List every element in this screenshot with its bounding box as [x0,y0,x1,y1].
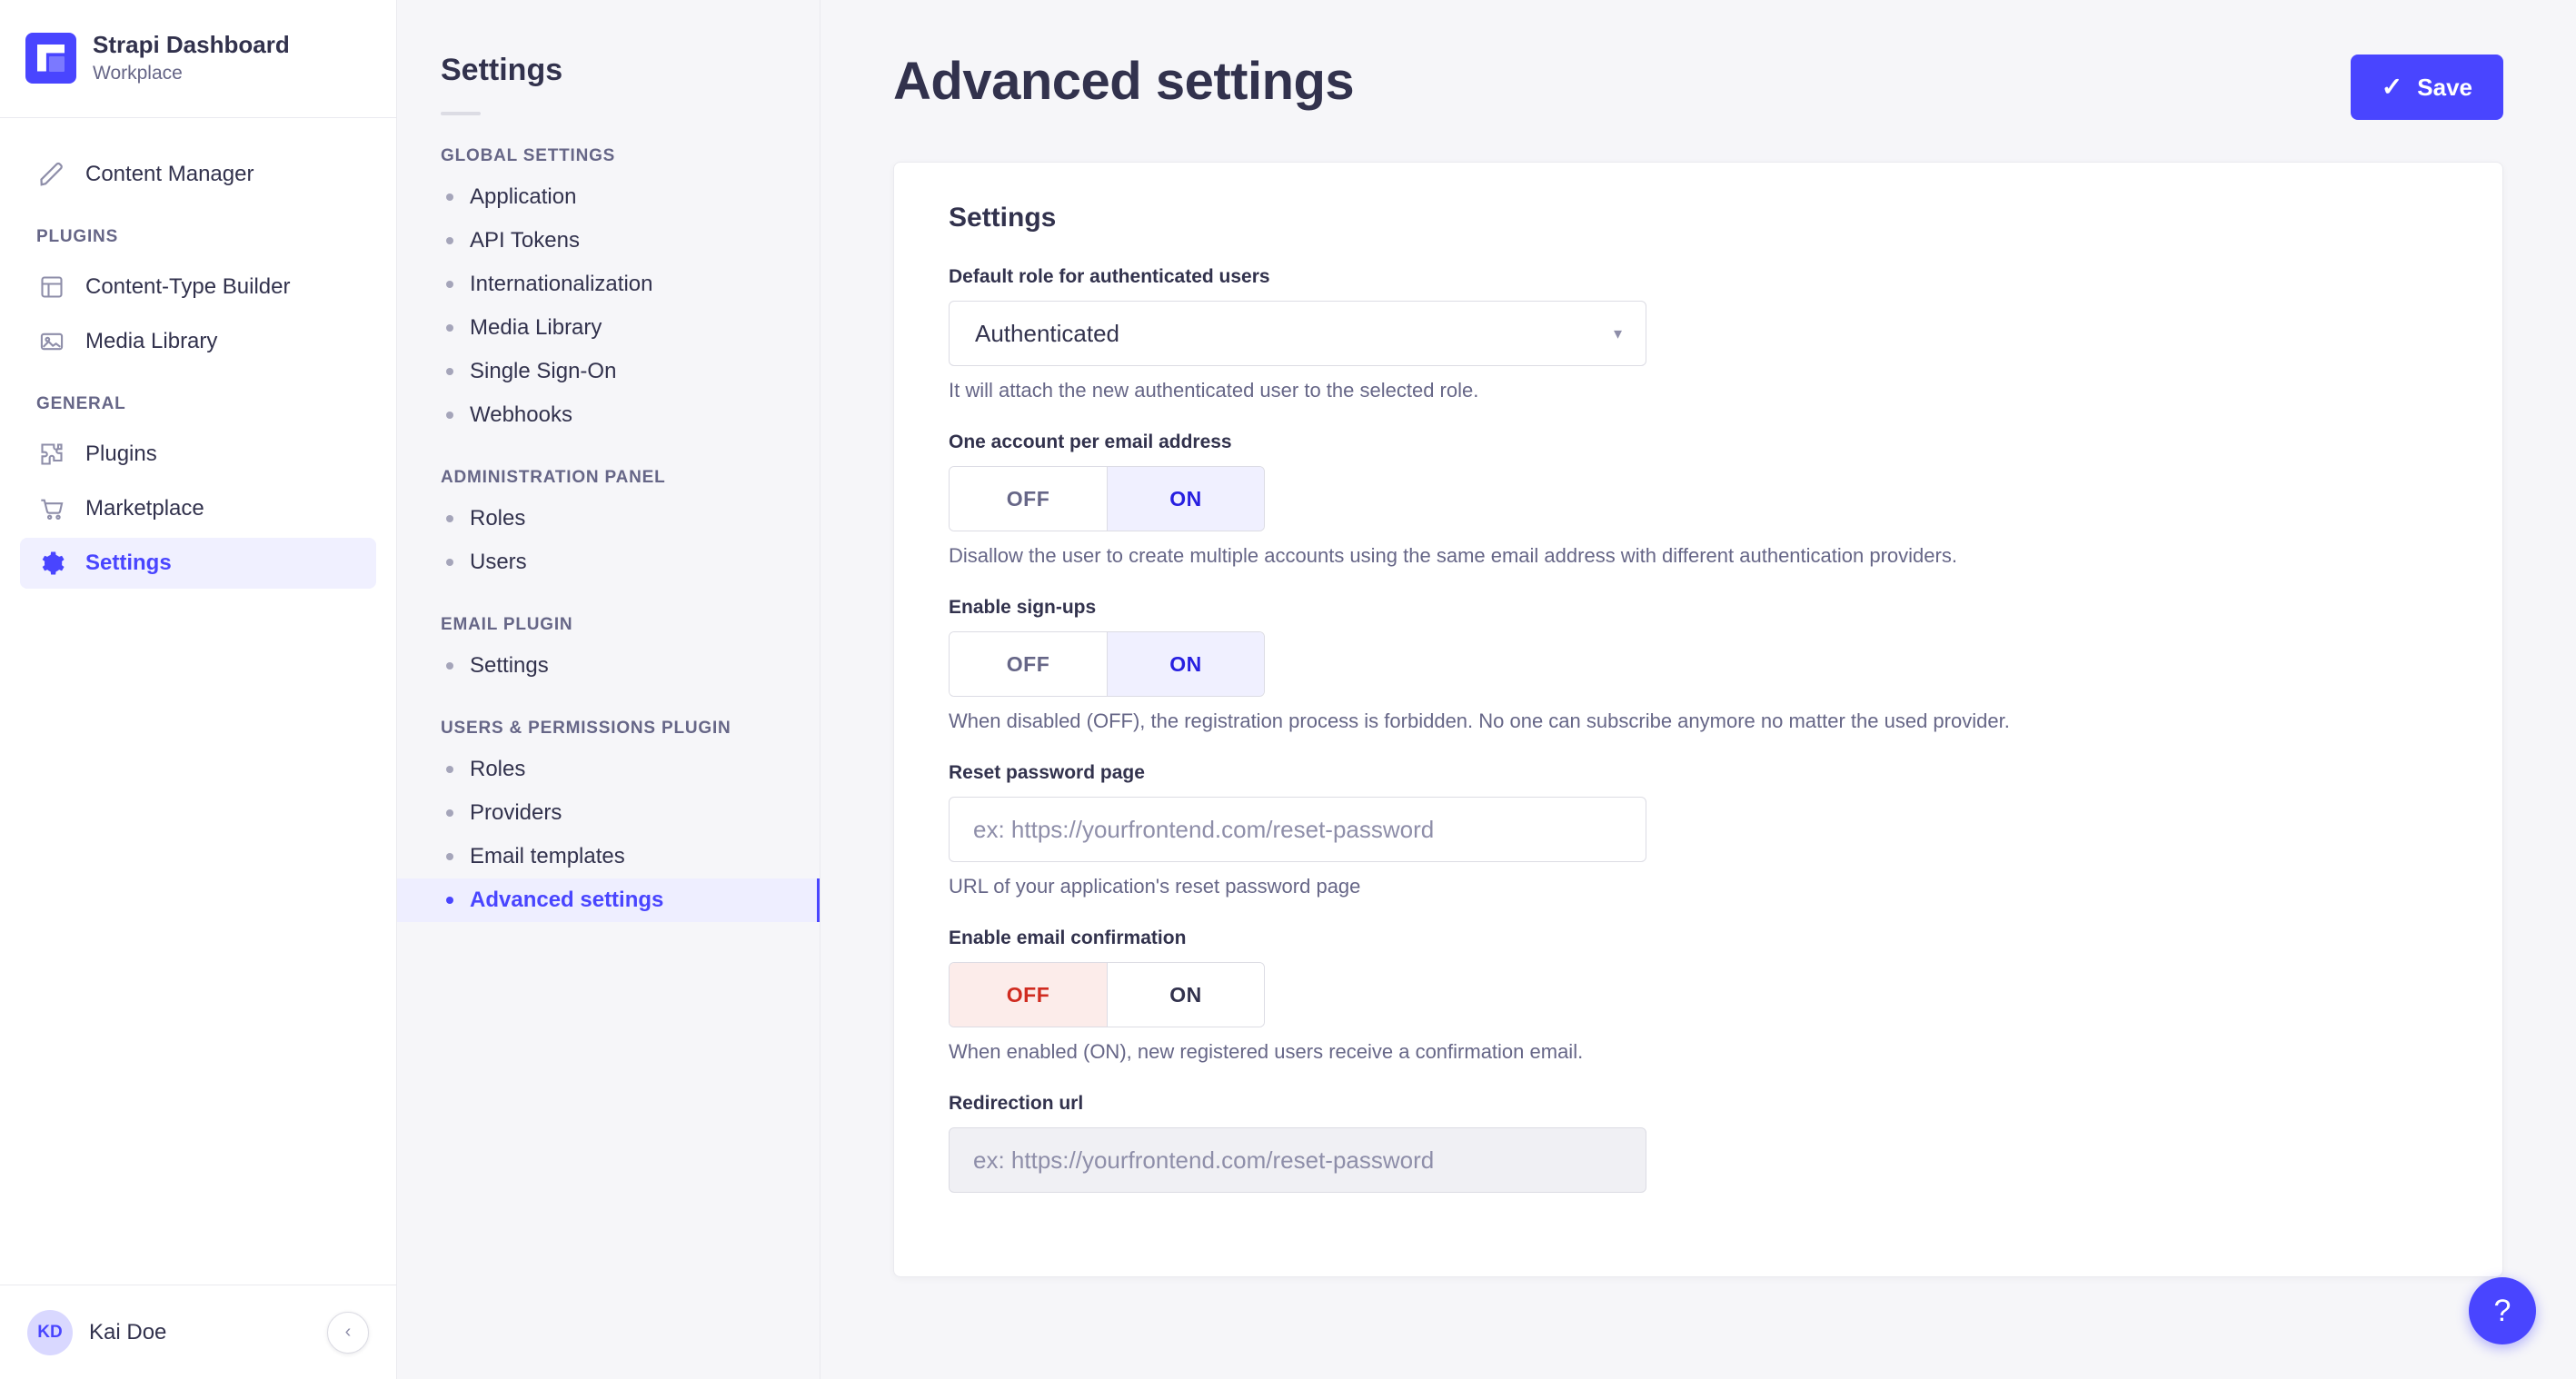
enable-signups-toggle[interactable] [949,631,1265,697]
subnav-item-media-library[interactable] [397,306,820,350]
subnav-item-email-templates[interactable] [397,835,820,878]
default-role-value: Authenticated [975,319,1120,347]
user-name: Kai Doe [89,1319,167,1344]
main-content [821,0,2576,1379]
subnav-item-admin-users[interactable] [397,541,820,584]
brand-text [93,30,290,86]
sidebar-item-label: Marketplace [85,496,204,521]
toggle-on-option[interactable]: ON [1107,467,1264,531]
chevron-down-icon: ▾ [1613,323,1622,342]
field-label: Reset password page [949,762,1145,783]
toggle-on-option[interactable]: ON [1107,632,1264,696]
bullet-icon [446,766,453,773]
bullet-icon [446,809,453,817]
subnav-item-label: Settings [470,653,549,678]
sidebar-item-marketplace[interactable] [20,483,376,534]
one-account-per-email-toggle[interactable] [949,466,1265,531]
subnav-item-label: Roles [470,757,526,781]
chevron-left-icon[interactable]: ‹ [327,1312,369,1354]
settings-panel [893,162,2503,1277]
subnav-group-administration-panel: ADMINISTRATION PANEL [441,468,666,487]
puzzle-icon [36,439,67,470]
toggle-on-option[interactable]: ON [1107,963,1264,1027]
field-label: Enable sign-ups [949,597,1097,618]
subnav-item-single-sign-on[interactable] [397,350,820,393]
subnav-item-email-settings[interactable] [397,644,820,688]
field-enable-email-confirmation [949,928,2448,1064]
field-label: Default role for authenticated users [949,266,1270,287]
subnav-group-global-settings: GLOBAL SETTINGS [441,146,616,165]
subnav-item-label: Providers [470,800,562,825]
image-icon [36,326,67,357]
subnav-group-users-permissions-plugin: USERS & PERMISSIONS PLUGIN [441,719,731,738]
sidebar-item-label: Plugins [85,441,157,466]
field-hint: When disabled (OFF), the registration process is forbidden. No one can subscribe anymore no matter the used provider. [949,709,2010,732]
field-hint: URL of your application's reset password page [949,875,1361,898]
page-header [821,0,2576,162]
sidebar-item-content-type-builder[interactable] [20,262,376,313]
bullet-icon [446,237,453,244]
subnav-item-admin-roles[interactable] [397,497,820,541]
bullet-icon [446,897,453,904]
gear-icon [36,548,67,579]
subnav-item-webhooks[interactable] [397,393,820,437]
user-bar [0,1285,396,1379]
default-role-select[interactable] [949,301,1646,366]
redirection-url-input[interactable] [949,1127,1646,1193]
subnav-item-providers[interactable] [397,791,820,835]
field-redirection-url [949,1093,2448,1193]
check-icon: ✓ [2381,73,2403,101]
subnav-item-up-roles[interactable] [397,748,820,791]
subnav-item-api-tokens[interactable] [397,219,820,263]
sidebar-nav [0,118,396,1285]
field-one-account-per-email [949,432,2448,568]
subnav-item-label: Webhooks [470,402,572,427]
question-mark-icon[interactable]: ? [2469,1277,2536,1344]
field-label: Enable email confirmation [949,928,1187,948]
sidebar-section-plugins: PLUGINS [36,227,119,246]
sidebar-item-settings[interactable] [20,538,376,589]
field-hint: When enabled (ON), new registered users receive a confirmation email. [949,1040,1584,1063]
brand-header[interactable] [0,0,396,118]
subnav-item-label: Application [470,184,577,209]
subnav-item-label: Users [470,550,527,574]
bullet-icon [446,853,453,860]
bullet-icon [446,193,453,201]
subnav-item-label: Email templates [470,844,625,868]
subnav-group-email-plugin: EMAIL PLUGIN [441,615,573,634]
field-default-role [949,266,2448,402]
field-label: One account per email address [949,432,1232,452]
sidebar-section-general: GENERAL [36,394,126,413]
avatar[interactable]: KD [27,1310,73,1355]
field-hint: It will attach the new authenticated user to the selected role. [949,379,1479,402]
subnav-title: Settings [441,53,563,87]
brand-subtitle: Workplace [93,63,183,84]
cart-icon [36,493,67,524]
main-sidebar [0,0,397,1379]
save-button-label: Save [2417,73,2472,101]
settings-subnav [397,0,821,1379]
sidebar-item-label: Media Library [85,329,218,353]
toggle-off-option[interactable]: OFF [950,963,1107,1027]
subnav-item-internationalization[interactable] [397,263,820,306]
brand-title: Strapi Dashboard [93,30,290,58]
panel-title: Settings [949,203,1057,233]
redirection-url-placeholder: ex: https://yourfrontend.com/reset-password [973,1146,1435,1174]
bullet-icon [446,281,453,288]
field-hint: Disallow the user to create multiple accounts using the same email address with different authentication providers. [949,544,1957,567]
bullet-icon [446,515,453,522]
field-label: Redirection url [949,1093,1084,1114]
bullet-icon [446,412,453,419]
subnav-item-label: API Tokens [470,228,580,253]
enable-email-confirmation-toggle[interactable] [949,962,1265,1027]
bullet-icon [446,324,453,332]
toggle-off-option[interactable]: OFF [950,467,1107,531]
field-reset-password-page [949,762,2448,898]
subnav-item-application[interactable] [397,175,820,219]
subnav-item-label: Single Sign-On [470,359,617,383]
sidebar-item-label: Content Manager [85,162,254,186]
field-enable-signups [949,597,2448,733]
layout-icon [36,272,67,303]
sidebar-item-plugins[interactable] [20,429,376,480]
sidebar-item-media-library[interactable] [20,316,376,367]
bullet-icon [446,368,453,375]
subnav-item-label: Advanced settings [470,888,664,912]
bullet-icon [446,662,453,670]
sidebar-item-label: Settings [85,551,172,575]
toggle-off-option[interactable]: OFF [950,632,1107,696]
sidebar-item-label: Content-Type Builder [85,274,291,299]
subnav-item-advanced-settings[interactable] [397,878,820,922]
save-button[interactable] [2351,55,2503,120]
subnav-item-label: Internationalization [470,272,653,296]
page-title: Advanced settings [893,52,1355,111]
bullet-icon [446,559,453,566]
strapi-logo-icon [25,33,76,84]
pencil-icon [36,159,67,190]
subnav-item-label: Roles [470,506,526,531]
reset-password-page-placeholder: ex: https://yourfrontend.com/reset-password [973,815,1435,843]
subnav-item-label: Media Library [470,315,602,340]
reset-password-page-input[interactable] [949,797,1646,862]
sidebar-item-content-manager[interactable] [20,149,376,200]
